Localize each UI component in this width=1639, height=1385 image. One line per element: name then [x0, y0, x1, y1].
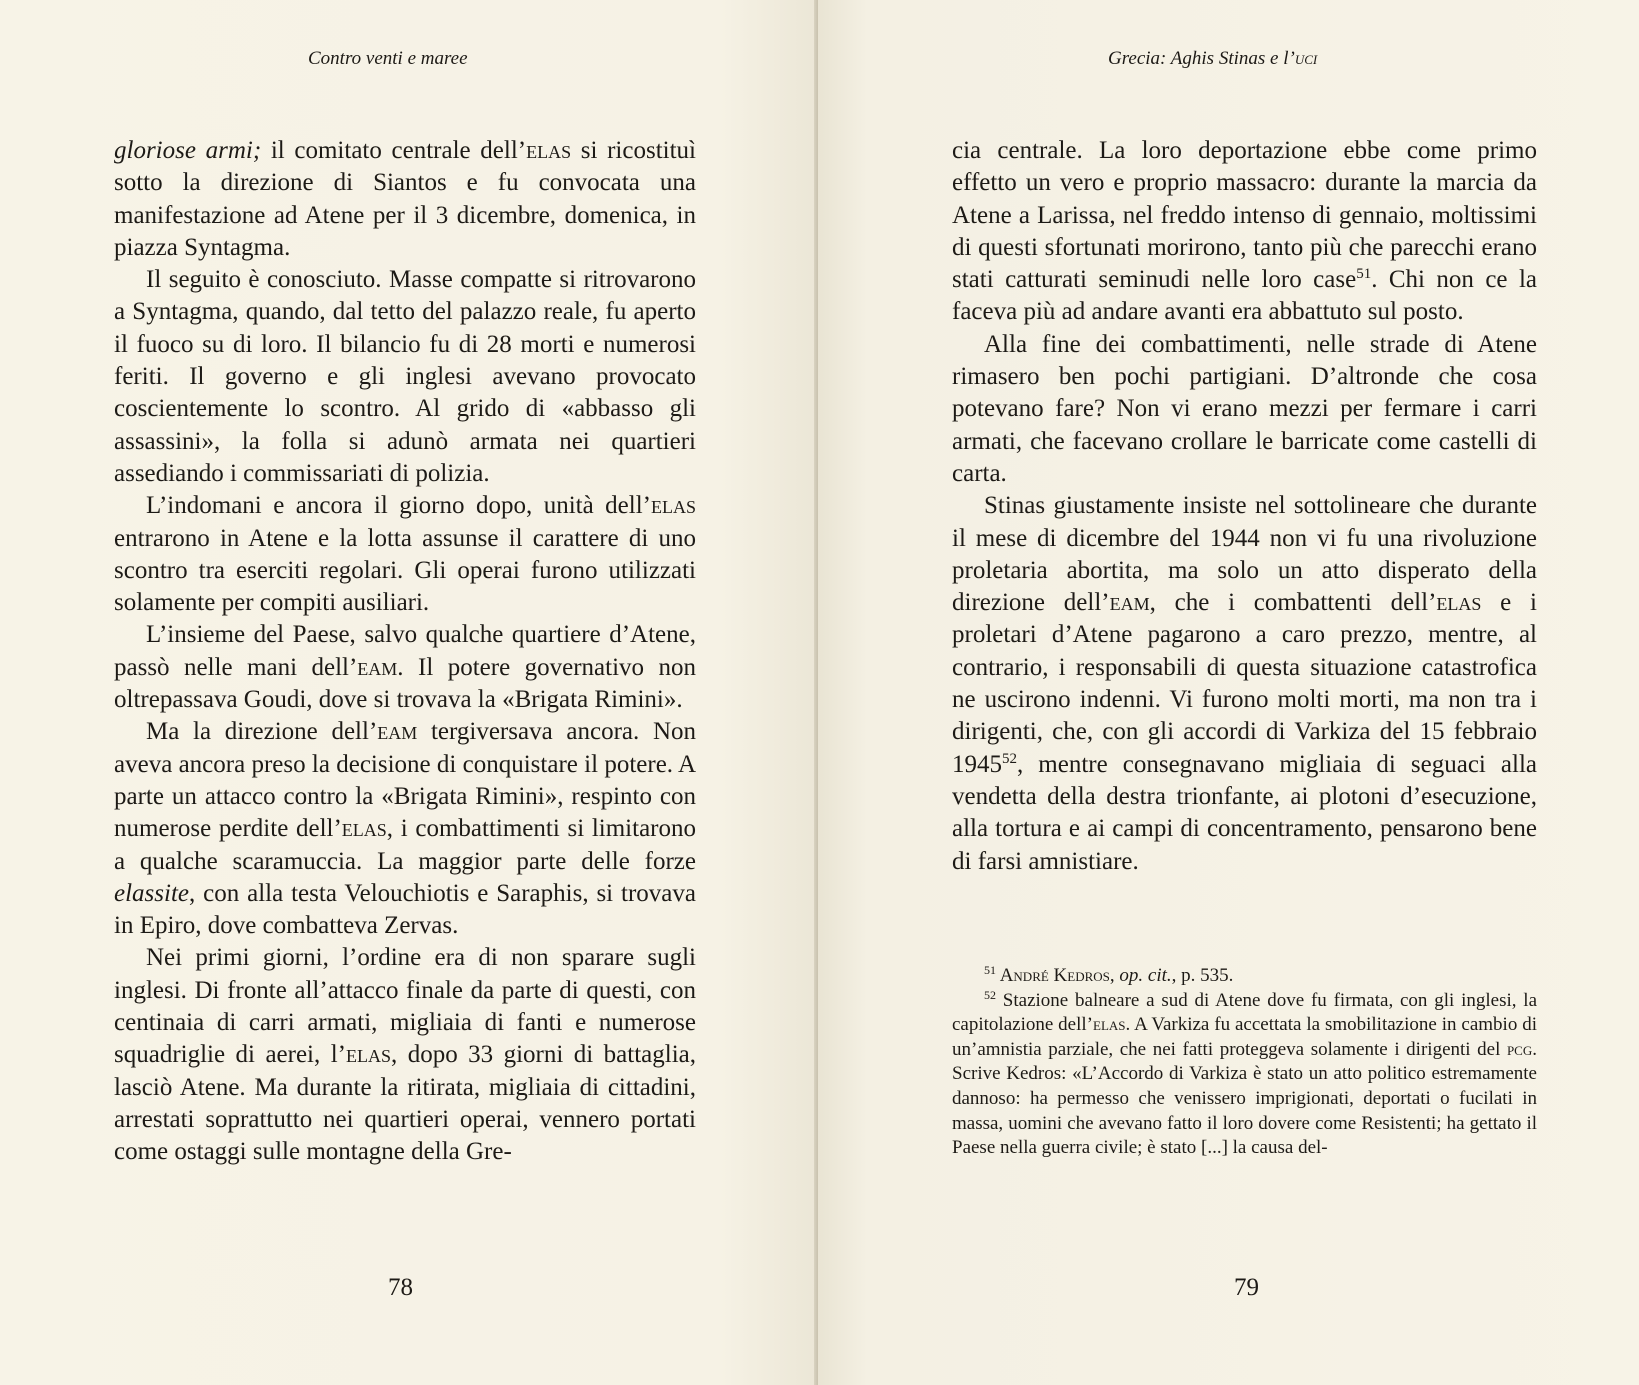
- left-page-number: 78: [388, 1274, 413, 1301]
- left-paragraph-5: Ma la direzione dell’eam tergiversava ancora. Non aveva ancora preso la decisione di conquistare il potere. A parte un attacco contro la «Brigata Rimini», respinto con numerose perdite dell’elas, i combattimenti si limitarono a qualche scaramuccia. La maggior parte delle forze elassite, con alla testa Velouchiotis e Saraphis, si trovava in Epiro, dove combatteva Zervas.: [114, 718, 696, 940]
- footnote-51: $^{51}$ André Kedros, op. cit., p. 535.: [984, 963, 1234, 986]
- footnote-52: $^{52}$ Stazione balneare a sud di Atene dove fu firmata, con gli inglesi, la capitolazione dell’elas. A Varkiza fu accettata la smobilitazione in cambio di un’amnistia parziale, che nei fatti proteggeva solamente i dirigenti del pcg. Scrive Kedros: «L’Accordo di Varkiza è stato un atto politico estremamente dannoso: ha permesso che venissero imprigionati, deportati o fucilati in massa, uomini che avevano fatto il loro dovere come Resistenti; ha gettato il Paese nella guerra civile; è stato [...] la causa del-: [952, 987, 1538, 1159]
- right-paragraph-2: Alla fine dei combattimenti, nelle strade di Atene rimasero ben pochi partigiani. D’altronde che cosa potevano fare? Non vi erano mezzi per fermare i carri armati, che facevano crollare le barricate come castelli di carta.: [952, 330, 1537, 487]
- right-paragraph-3: Stinas giustamente insiste nel sottolineare che durante il mese di dicembre del 1944 non vi fu una rivoluzione proletaria abortita, ma solo un atto disperato della direzione dell’eam, che i combattenti dell’elas e i proletari d’Atene pagarono a caro prezzo, mentre, al contrario, i responsabili di questa situazione catastrofica ne uscirono indenni. Vi furono molti morti, ma non tra i dirigenti, che, con gli accordi di Varkiza del 15 febbraio 1945$^{52}$, mentre consegnavano migliaia di seguaci alla vendetta della destra trionfante, ai plotoni d’esecuzione, alla tortura e ai campi di concentramento, pensarono bene di farsi amnistiare.: [952, 492, 1537, 875]
- left-running-head: Contro venti e maree: [308, 48, 468, 69]
- left-body-text: [114, 135, 696, 1169]
- footnote-ref-51: 51: [1356, 266, 1372, 283]
- right-running-head: Grecia: Aghis Stinas e l’uci: [1108, 48, 1318, 69]
- left-paragraph-3: L’indomani e ancora il giorno dopo, unità dell’elas entrarono in Atene e la lotta assunse il carattere di uno scontro tra eserciti regolari. Gli operai furono utilizzati solamente per compiti ausiliari.: [114, 492, 696, 617]
- footnotes: [952, 964, 1537, 1161]
- left-paragraph-2: Il seguito è conosciuto. Masse compatte si ritrovarono a Syntagma, quando, dal tetto del palazzo reale, fu aperto il fuoco su di loro. Il bilancio fu di 28 morti e numerosi feriti. Il governo e gli inglesi avevano provocato coscientemente lo scontro. Al grido di «abbasso gli assassini», la folla si adunò armata nei quartieri assediando i commissariati di polizia.: [114, 266, 696, 487]
- left-paragraph-1: gloriose armi; il comitato centrale dell’elas si ricostituì sotto la direzione di Siantos e fu convocata una manifestazione ad Atene per il 3 dicembre, domenica, in piazza Syntagma.: [114, 137, 696, 261]
- right-page-number: 79: [1234, 1274, 1259, 1301]
- left-paragraph-4: L’insieme del Paese, salvo qualche quartiere d’Atene, passò nelle mani dell’eam. Il potere governativo non oltrepassava Goudi, dove si trovava la «Brigata Rimini».: [114, 621, 696, 714]
- right-page: [818, 0, 1639, 1385]
- left-paragraph-6: Nei primi giorni, l’ordine era di non sparare sugli inglesi. Di fronte all’attacco finale da parte di questi, con centinaia di carri armati, migliaia di fanti e numerose squadriglie di aerei, l’elas, dopo 33 giorni di battaglia, lasciò Atene. Ma durante la ritirata, migliaia di cittadini, arrestati soprattutto nei quartieri operai, vennero portati come ostaggi sulle montagne della Gre-: [114, 944, 696, 1166]
- right-paragraph-1: cia centrale. La loro deportazione ebbe come primo effetto un vero e proprio massacro: durante la marcia da Atene a Larissa, nel freddo intenso di gennaio, moltissimi di questi sfortunati morirono, tanto più che parecchi erano stati catturati seminudi nelle loro case$^{51}$. Chi non ce la faceva più ad andare avanti era abbattuto sul posto.: [952, 137, 1537, 326]
- left-page: [0, 0, 818, 1385]
- right-body-text: [952, 135, 1537, 878]
- footnote-ref-52: 52: [1002, 750, 1017, 767]
